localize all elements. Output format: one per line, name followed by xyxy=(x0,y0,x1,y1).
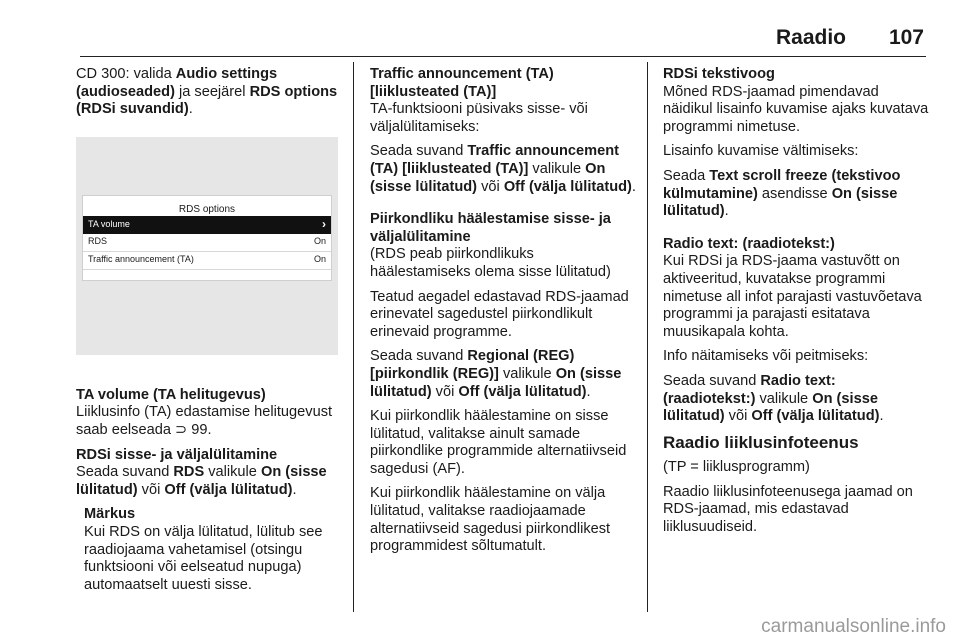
rds-onoff-heading: RDSi sisse- ja väljalülitamine xyxy=(76,446,278,463)
screen-title: RDS options xyxy=(178,203,236,215)
regional-text-2: Teatud aegadel edastavad RDS-jaamad erinevatel sagedustel piirkondlikult erinevaid programme. xyxy=(370,288,629,340)
rds-options-screen xyxy=(82,195,332,281)
rds-options-figure xyxy=(76,137,338,355)
text-scroll-heading: RDSi tekstivoog xyxy=(663,66,775,82)
page-number: 107 xyxy=(888,26,924,49)
note-heading: Märkus xyxy=(84,506,136,523)
traffic-announcement-text: TA-funktsiooni püsivaks sisse- või väljalülitamiseks: xyxy=(370,101,588,135)
regional-text-3: Kui piirkondlik häälestamine on sisse lülitatud, valitakse ainult samade piirkondlike programmide alternatiivseid sagedusi (AF). xyxy=(370,408,627,477)
watermark: carmanualsonline.info xyxy=(761,616,946,637)
radio-text-text-2: Info näitamiseks või peitmiseks: xyxy=(663,348,869,365)
radio-text-text-1: Kui RDSi ja RDS-jaama vastuvõtt on aktiveeritud, kuvatakse programmi nimetuse all infot parajasti vastuvõetava programmi ja parajasti esitatava muusikapala kohta. xyxy=(663,253,922,340)
menu-item-traffic-announcement[interactable] xyxy=(83,252,331,270)
regional-text-4: Kui piirkondlik häälestamine on välja lülitatud, valitakse raadiojaamade alternatiivseid sagedusi piirkondlikest programmidest sõltumatult. xyxy=(370,485,611,555)
intro-paragraph: CD 300: valida Audio settings (audioseaded) ja seejärel RDS options (RDSi suvandid). xyxy=(76,66,338,118)
regional-text-1: (RDS peab piirkondlikuks häälestamiseks olema sisse lülitatud) xyxy=(370,246,611,280)
traffic-announcement-instruction: Seada suvand Traffic announcement (TA) [liiklusteated (TA)] valikule On (sisse lülitatud) või Off (välja lülitatud). xyxy=(370,143,636,195)
regional-heading: Piirkondliku häälestamise sisse- ja väljalülitamine xyxy=(370,211,611,245)
page-title: Raadio xyxy=(775,26,846,49)
text-scroll-instruction: Seada Text scroll freeze (tekstivoo külmutamine) asendisse On (sisse lülitatud). xyxy=(663,167,901,220)
traffic-info-service-heading: Raadio liiklusinfoteenus xyxy=(663,432,859,452)
column-divider-2 xyxy=(647,62,648,612)
ta-volume-heading: TA volume (TA helitugevus) xyxy=(76,386,266,403)
page-header xyxy=(0,26,960,56)
text-scroll-text-1: Mõned RDS-jaamad pimendavad näidikul lisainfo kuvamise ajaks kuvatava programmi nimetuse. xyxy=(663,83,929,135)
radio-text-instruction: Seada suvand Radio text: (raadiotekst:) valikule On (sisse lülitatud) või Off (välja lülitatud). xyxy=(663,372,884,425)
ta-volume-text: Liiklusinfo (TA) edastamise helitugevust saab eelseada ⊃ 99. xyxy=(76,404,333,438)
page-reference-icon: ⊃ xyxy=(175,421,188,438)
header-divider xyxy=(80,56,926,57)
menu-item-label: Traffic announcement (TA) xyxy=(88,254,194,265)
menu-item-value: On xyxy=(313,254,326,265)
column-1 xyxy=(76,66,344,601)
note-text: Kui RDS on välja lülitatud, lülitub see raadiojaama vahetamisel (otsingu funktsiooni või eelseatud nupuga) automaatselt uuesti sisse. xyxy=(84,523,323,593)
rds-onoff-text: Seada suvand RDS valikule On (sisse lülitatud) või Off (välja lülitatud). xyxy=(76,464,327,498)
traffic-info-service-text-1: (TP = liiklusprogramm) xyxy=(663,459,810,476)
column-3 xyxy=(663,66,931,544)
text-scroll-text-2: Lisainfo kuvamise vältimiseks: xyxy=(663,143,859,160)
note-block xyxy=(84,506,344,594)
traffic-announcement-heading: Traffic announcement (TA) [liiklusteated (TA)] xyxy=(370,66,554,100)
menu-item-value: On xyxy=(313,236,326,247)
traffic-info-service-text-2: Raadio liiklusinfoteenusega jaamad on RDS-jaamad, mis edastavad liiklusuudiseid. xyxy=(663,483,913,536)
menu-item-label: TA volume xyxy=(88,218,130,229)
radio-text-heading: Radio text: (raadiotekst:) xyxy=(663,235,835,252)
menu-item-rds[interactable] xyxy=(83,234,331,252)
chevron-right-icon: › xyxy=(322,216,326,231)
column-divider-1 xyxy=(353,62,354,612)
menu-item-ta-volume[interactable] xyxy=(83,216,331,234)
column-2 xyxy=(370,66,636,563)
menu-item-label: RDS xyxy=(88,236,108,247)
regional-instruction: Seada suvand Regional (REG) [piirkondlik (REG)] valikule On (sisse lülitatud) või Off (välja lülitatud). xyxy=(370,348,622,400)
